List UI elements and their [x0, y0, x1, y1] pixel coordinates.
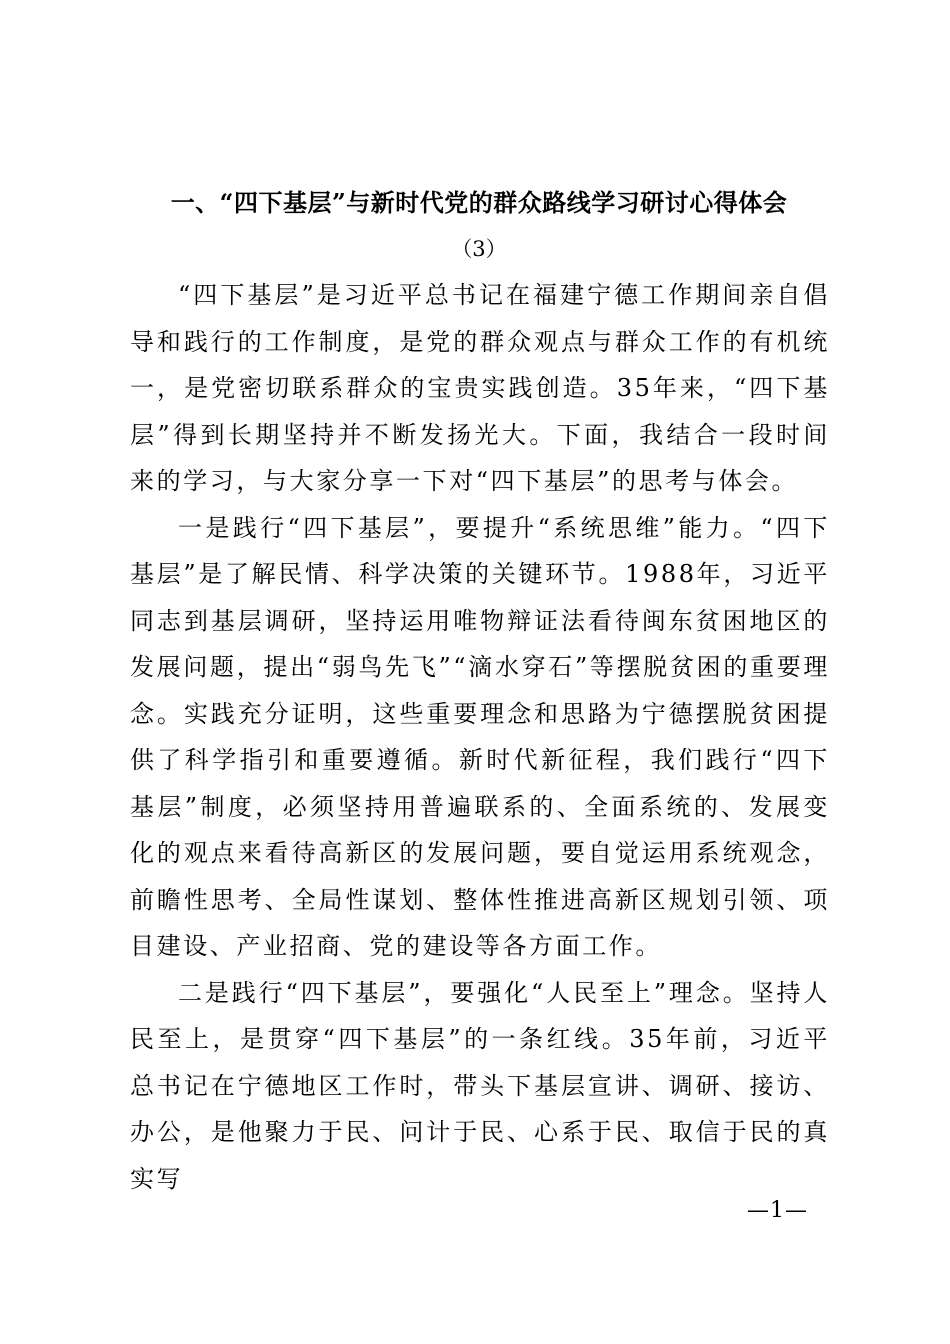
- paragraph-system-thinking: 一是践行“四下基层”，要提升“系统思维”能力。“四下基层”是了解民情、科学决策的关键环节。1988年，习近平同志到基层调研，坚持运用唯物辩证法看待闽东贫困地区的发展问题，提出“弱鸟先飞”“滴水穿石”等摆脱贫困的重要理念。实践充分证明，这些重要理念和思路为宁德摆脱贫困提供了科学指引和重要遵循。新时代新征程，我们践行“四下基层”制度，必须坚持用普遍联系的、全面系统的、发展变化的观点来看待高新区的发展问题，要自觉运用系统观念，前瞻性思考、全局性谋划、整体性推进高新区规划引领、项目建设、产业招商、党的建设等各方面工作。: [130, 513, 830, 960]
- paragraph-people-first: 二是践行“四下基层”，要强化“人民至上”理念。坚持人民至上，是贯穿“四下基层”的一条红线。35年前，习近平总书记在宁德地区工作时，带头下基层宣讲、调研、接访、办公，是他聚力于民、问计于民、心系于民、取信于民的真实写: [130, 978, 830, 1193]
- document-title: 一、“四下基层”与新时代党的群众路线学习研讨心得体会: [170, 188, 788, 217]
- document-subtitle: （3）: [451, 237, 507, 261]
- page-number: —1—: [747, 1198, 808, 1223]
- document-body: [130, 272, 830, 1202]
- paragraph-intro: “四下基层”是习近平总书记在福建宁德工作期间亲自倡导和践行的工作制度，是党的群众观点与群众工作的有机统一，是党密切联系群众的宝贵实践创造。35年来，“四下基层”得到长期坚持并不断发扬光大。下面，我结合一段时间来的学习，与大家分享一下对“四下基层”的思考与体会。: [130, 281, 830, 495]
